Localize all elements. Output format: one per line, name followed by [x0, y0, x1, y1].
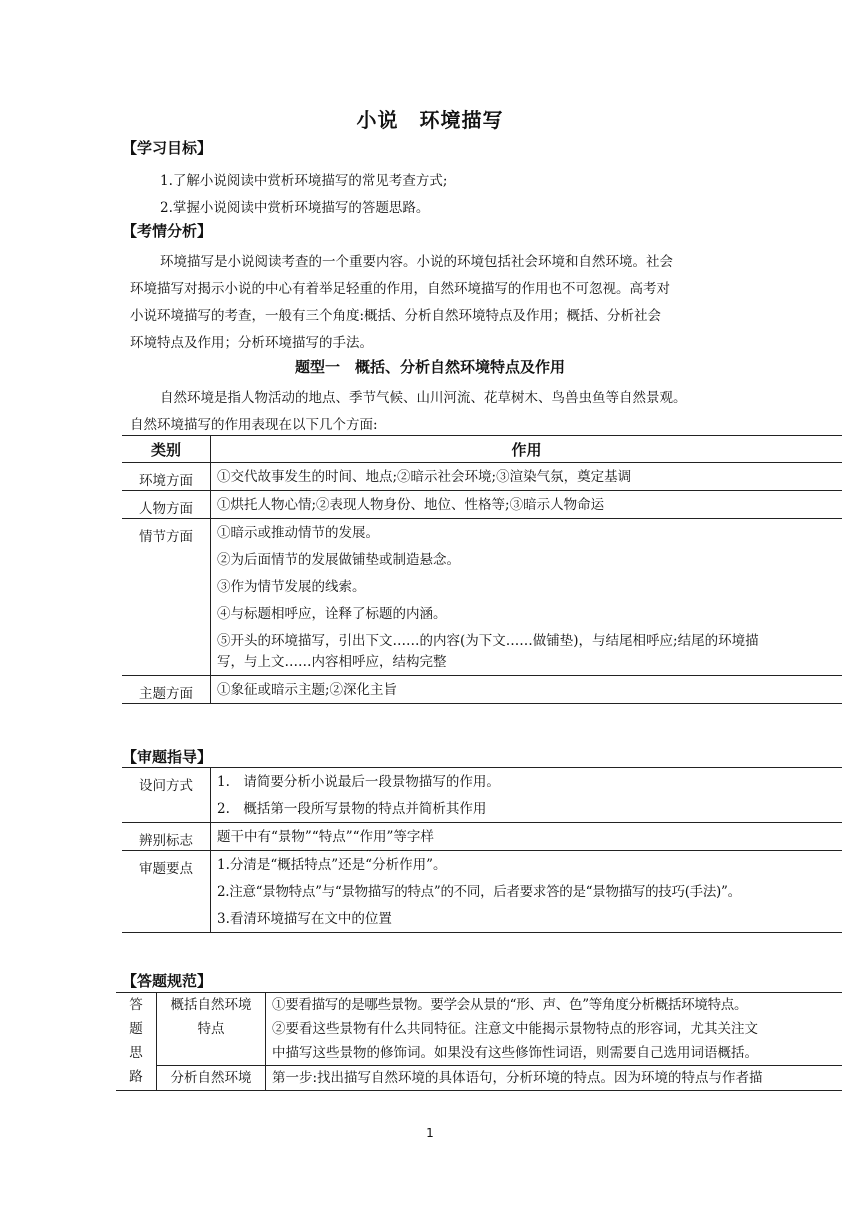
table-header-row [122, 436, 842, 463]
row-text: 2.注意“景物特点”与“景物描写的特点”的不同，后者要求答的是“景物描写的技巧(手法)”。 [217, 884, 741, 900]
table-row [122, 463, 842, 491]
goal-item: 2.掌握小说阅读中赏析环境描写的答题思路。 [160, 200, 430, 216]
analysis-line: 小说环境描写的考查，一般有三个角度:概括、分析自然环境特点及作用；概括、分析社会 [130, 308, 662, 324]
table-row [122, 519, 842, 676]
row-function-text: ⑤开头的环境描写，引出下文……的内容(为下文……做铺垫)，与结尾相呼应;结尾的环境描 [217, 633, 759, 649]
row-text: 1.分清是“概括特点”还是“分析作用”。 [217, 857, 447, 873]
row-category: 主题方面 [122, 676, 211, 704]
row-label: 审题要点 [122, 851, 211, 933]
standard-heading: 【答题规范】 [122, 972, 213, 990]
row-text: 2. 概括第一段所写景物的特点并简析其作用 [217, 801, 487, 817]
row-label: 设问方式 [122, 768, 211, 823]
row-text: ②要看这些景物有什么共同特征。注意文中能揭示景物特点的形容词，尤其关注文 [272, 1021, 758, 1037]
row-function-text: ①交代故事发生的时间、地点;②暗示社会环境;③渲染气氛，奠定基调 [217, 469, 632, 485]
row-text: 第一步:找出描写自然环境的具体语句，分析环境的特点。因为环境的特点与作者描 [272, 1070, 763, 1086]
column-header-category: 类别 [122, 436, 211, 463]
row-text: 中描写这些景物的修饰词。如果没有这些修饰性词语，则需要自己选用词语概括。 [272, 1045, 758, 1061]
row-function-text: ④与标题相呼应，诠释了标题的内涵。 [217, 606, 447, 622]
row-function-text: ①暗示或推动情节的发展。 [217, 525, 379, 541]
row-function-text: ①烘托人物心情;②表现人物身份、地位、性格等;③暗示人物命运 [217, 497, 605, 513]
guide-table [122, 767, 842, 933]
function-table [122, 435, 842, 704]
row-label: 分析自然环境 [157, 1066, 266, 1091]
type1-intro-line: 自然环境描写的作用表现在以下几个方面: [130, 417, 378, 433]
row-category: 情节方面 [122, 519, 211, 676]
type1-heading: 题型一 概括、分析自然环境特点及作用 [294, 358, 565, 376]
row-text: 题干中有“景物”“特点”“作用”等字样 [217, 829, 434, 845]
row-label: 辨别标志 [122, 823, 211, 851]
table-row [122, 823, 842, 851]
row-function-text: ③作为情节发展的线索。 [217, 579, 366, 595]
guide-heading: 【审题指导】 [122, 748, 213, 766]
table-row [116, 993, 842, 1066]
table-row [122, 676, 842, 704]
table-row [122, 768, 842, 823]
goals-heading: 【学习目标】 [122, 139, 213, 157]
page-number: 1 [426, 1126, 434, 1140]
row-text: 3.看清环境描写在文中的位置 [217, 911, 392, 927]
row-text: 1. 请简要分析小说最后一段景物描写的作用。 [217, 774, 500, 790]
analysis-line: 环境描写是小说阅读考查的一个重要内容。小说的环境包括社会环境和自然环境。社会 [160, 254, 673, 270]
row-category: 人物方面 [122, 491, 211, 519]
row-category: 环境方面 [122, 463, 211, 491]
analysis-heading: 【考情分析】 [122, 222, 213, 240]
analysis-line: 环境描写对揭示小说的中心有着举足轻重的作用，自然环境描写的作用也不可忽视。高考对 [130, 281, 670, 297]
row-function-text: 写，与上文……内容相呼应，结构完整 [217, 654, 447, 670]
table-row [122, 491, 842, 519]
column-header-function: 作用 [211, 436, 843, 463]
row-label: 概括自然环境 特点 [157, 993, 266, 1066]
analysis-line: 环境特点及作用；分析环境描写的手法。 [130, 335, 373, 351]
row-function-text: ①象征或暗示主题;②深化主旨 [217, 682, 398, 698]
row-text: ①要看描写的是哪些景物。要学会从景的“形、声、色”等角度分析概括环境特点。 [272, 997, 748, 1013]
type1-intro-line: 自然环境是指人物活动的地点、季节气候、山川河流、花草树木、鸟兽虫鱼等自然景观。 [160, 390, 687, 406]
page-title: 小说 环境描写 [356, 108, 504, 132]
row-function-text: ②为后面情节的发展做铺垫或制造悬念。 [217, 552, 460, 568]
answer-standard-table [116, 992, 842, 1091]
table-row [122, 851, 842, 933]
goal-item: 1.了解小说阅读中赏析环境描写的常见考查方式; [160, 173, 448, 189]
table-row [116, 1066, 842, 1091]
side-label: 答 题 思 路 [116, 993, 157, 1091]
